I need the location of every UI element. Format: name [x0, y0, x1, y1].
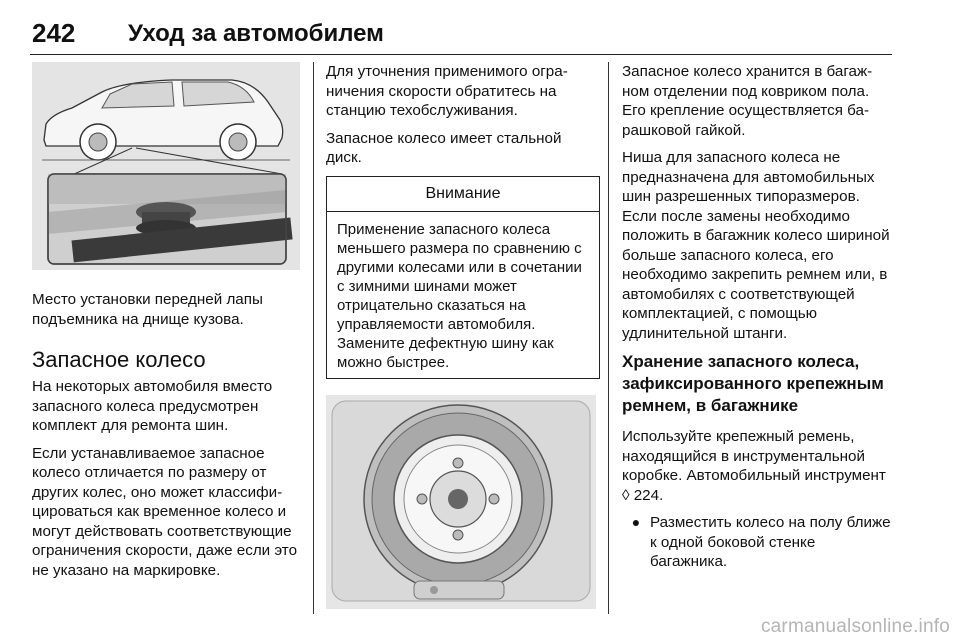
warning-box [326, 176, 600, 379]
section-title: Запасное колесо [32, 347, 206, 372]
bullet-text: Разместить колесо на полу ближе к одной боковой стенке багажника. [650, 514, 891, 570]
bullet-dot: ● [631, 514, 641, 530]
subsection-title: Хранение запасного колеса, зафиксированного крепежным ремнем, в багажнике [622, 352, 884, 415]
page-header [30, 16, 892, 55]
paragraph: Запасное колесо хранится в багажном отделении под ковриком пола. Его крепление осуществляется барашковой гайкой. [622, 63, 873, 139]
figure-caption: Место установки передней лапы подъемника на днище кузова. [32, 291, 263, 328]
paragraph: Запасное колесо имеет стальной диск. [326, 129, 562, 166]
column-divider [608, 62, 609, 614]
watermark: carmanualsonline.info [760, 616, 950, 637]
spare-wheel-illustration [326, 395, 596, 609]
paragraph: Если устанавливаемое запасное колесо отличается по размеру от других колес, оно может классифицироваться как временное колесо и могут действовать соответствующие ограничения скорости, даже если это не указано на маркировке. [32, 444, 298, 579]
column-right [622, 62, 894, 614]
paragraph: На некоторых автомобиля вместо запасного колеса предусмотрен комплект для ремонта шин. [32, 378, 273, 434]
paragraph: Для уточнения применимого ограничения скорости обратитесь на станцию техобслуживания. [326, 63, 568, 119]
lift-point-illustration [32, 62, 300, 270]
page-title: Уход за автомобилем [128, 20, 384, 47]
page-number: 242 [32, 18, 76, 48]
column-middle [326, 62, 600, 614]
warning-text: Применение запасного колеса меньшего размера по сравнению с другими колесами или в сочетании с зимними шинами может отрицательно сказаться на управляемости автомобиля. Замените дефектную шину как можно быстрее. [337, 220, 582, 371]
bullet-item [622, 513, 894, 572]
warning-title: Внимание [327, 177, 599, 212]
paragraph: Используйте крепежный ремень, находящийся в инструментальной коробке. Автомобильный инструмент ◊ 224. [622, 428, 886, 504]
column-left [32, 62, 304, 614]
column-divider [313, 62, 314, 614]
paragraph: Ниша для запасного колеса не предназначена для автомобильных шин разрешенных типоразмеров. Если после замены необходимо положить в багажник колесо шириной больше запасного колеса, его необходимо закрепить ремнем или, в автомобилях с соответствующей комплектацией, с помощью удлинительной штанги. [622, 149, 890, 342]
